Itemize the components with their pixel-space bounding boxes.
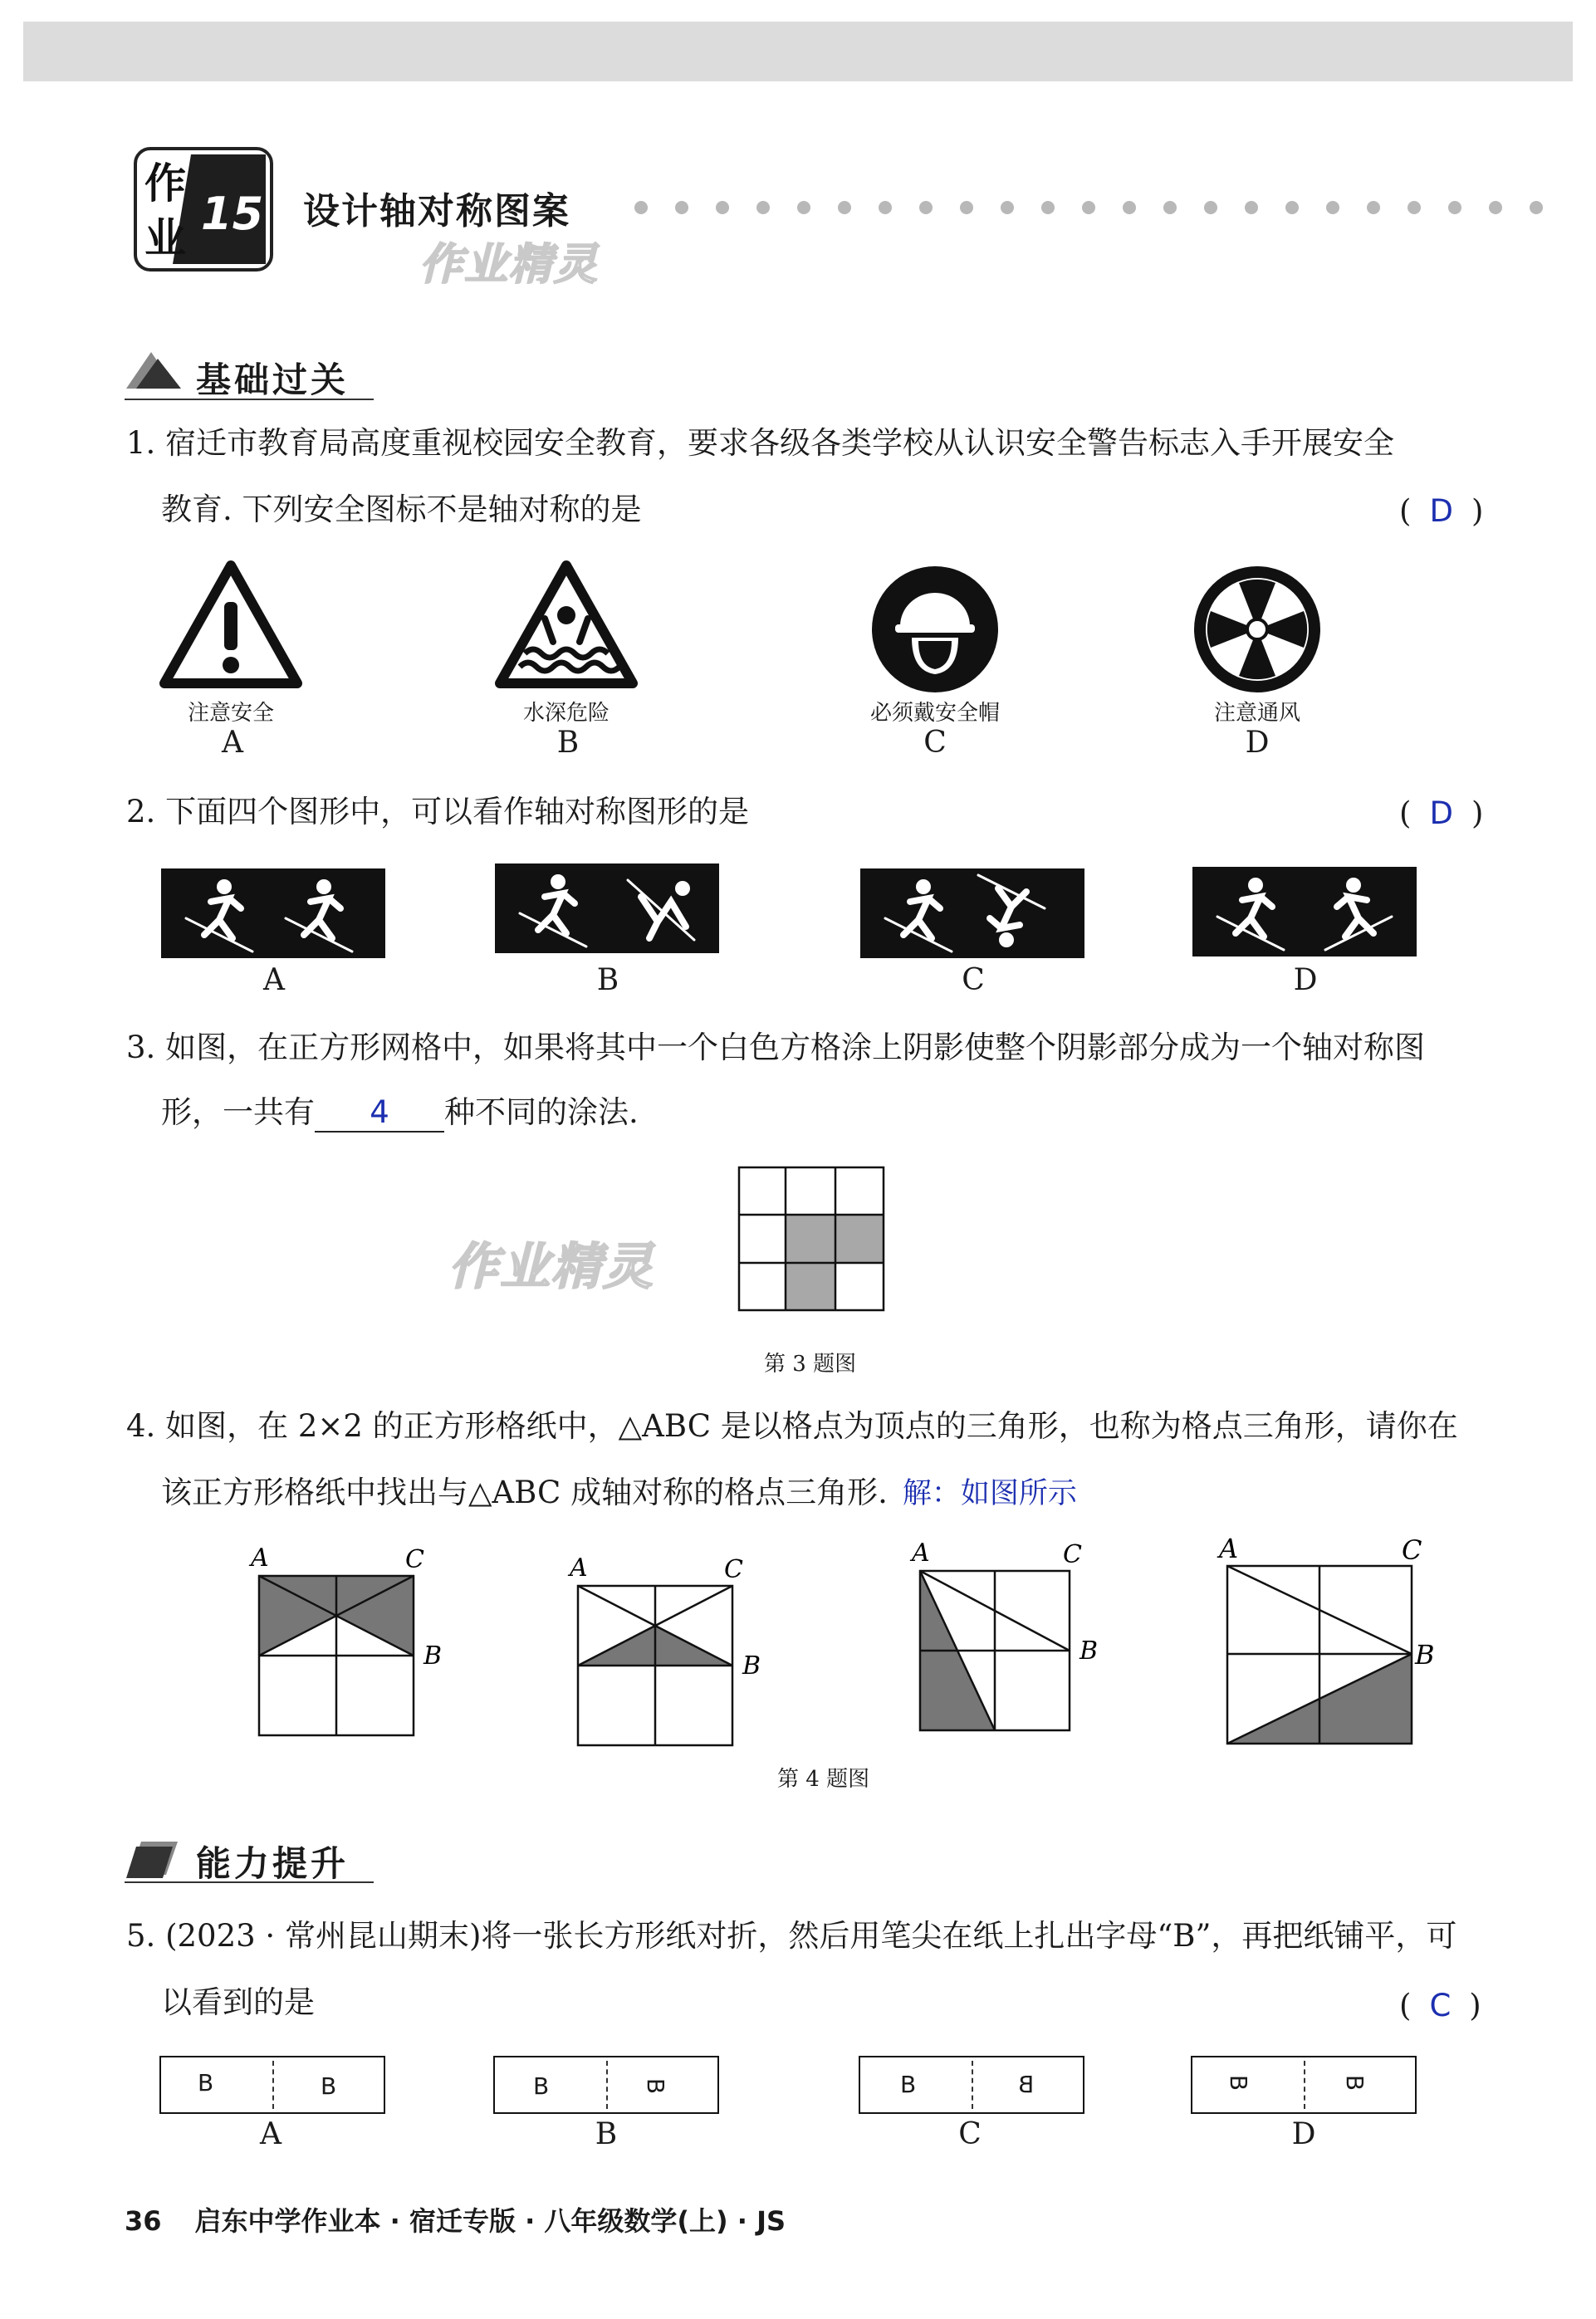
q3-line-2-post: 种不同的涂法.	[444, 1094, 639, 1130]
q4-figure-c	[905, 1533, 1104, 1742]
homework-badge	[133, 146, 274, 272]
q4-figure-b	[566, 1544, 766, 1754]
leader-dot	[1204, 201, 1217, 214]
q4c-vertex-a: A	[912, 1539, 930, 1568]
leader-dot	[1367, 201, 1380, 214]
q4-line-1: 4. 如图，在 2×2 的正方形格纸中，△ABC 是以格点为顶点的三角形，也称为格点三角形，请你在	[126, 1408, 1458, 1444]
q5a-fold-line	[272, 2061, 274, 2109]
q2-figure-b	[495, 864, 719, 953]
q5b-letter-left: B	[533, 2072, 550, 2100]
leader-dot	[716, 201, 729, 214]
q5a-letter-right: B	[321, 2072, 337, 2100]
q5-label-b: B	[595, 2117, 618, 2151]
q4-figure-caption: 第 4 题图	[777, 1767, 870, 1792]
section-underline-basic	[125, 399, 374, 400]
q2-text: 2. 下面四个图形中，可以看作轴对称图形的是	[126, 794, 750, 829]
q2-label-a: A	[263, 963, 285, 997]
ventilation-fan-icon	[1192, 565, 1322, 694]
skier-rotated-icon	[495, 864, 719, 953]
watermark-mid: 作业精灵	[448, 1238, 654, 1296]
q5-label-d: D	[1291, 2117, 1316, 2151]
q4a-vertex-b: B	[423, 1641, 443, 1671]
watermark-header: 作业精灵	[419, 240, 600, 290]
section-title-advanced: 能力提升	[196, 1843, 350, 1884]
q1-caption-d: 注意通风	[1213, 701, 1300, 726]
mountain-section-icon	[125, 347, 183, 392]
q1-line-2: 教育. 下列安全图标不是轴对称的是	[161, 492, 642, 527]
leader-dot	[634, 201, 648, 214]
leader-dot	[1408, 201, 1421, 214]
q5c-fold-line	[972, 2061, 973, 2109]
q5c-letter-right-mirrored: B	[1018, 2071, 1035, 2098]
q1-label-d: D	[1245, 726, 1270, 760]
q5-label-a: A	[260, 2117, 282, 2151]
q4d-vertex-c: C	[1402, 1534, 1422, 1566]
q4-line-2-text: 该正方形格纸中找出与△ABC 成轴对称的格点三角形.	[161, 1475, 888, 1510]
leader-dot	[675, 201, 688, 214]
q5d-fold-line	[1304, 2061, 1305, 2109]
leader-dot	[1489, 201, 1502, 214]
homework-title: 设计轴对称图案	[303, 190, 570, 232]
leader-dot	[1245, 201, 1258, 214]
skier-mirrored-icon	[1192, 867, 1417, 956]
leader-dot	[1163, 201, 1177, 214]
leader-dot	[756, 201, 770, 214]
q2-label-b: B	[596, 963, 619, 997]
q2-answer: D	[1429, 795, 1453, 831]
leader-dot	[960, 201, 973, 214]
q1-label-c: C	[923, 726, 947, 760]
q4c-vertex-b: B	[1080, 1637, 1099, 1666]
footer-book-title: 启东中学作业本 · 宿迁专版 · 八年级数学(上) · JS	[194, 2205, 786, 2237]
q5-label-c: C	[958, 2117, 982, 2151]
page-number: 36	[125, 2205, 162, 2237]
leader-dot	[1123, 201, 1136, 214]
q3-answer-blank	[315, 1094, 444, 1133]
q3-line-2-pre: 形，一共有	[161, 1094, 315, 1130]
q4-figure-d	[1216, 1533, 1435, 1757]
q1-answer-paren: ( D )	[1399, 493, 1484, 529]
leader-dot	[1285, 201, 1299, 214]
q5-option-b	[493, 2056, 719, 2114]
q4d-vertex-b: B	[1415, 1639, 1435, 1671]
section-title-basic: 基础过关	[196, 360, 350, 400]
q5-option-a	[159, 2056, 385, 2114]
q1-label-a: A	[222, 726, 243, 760]
leader-dot	[797, 201, 810, 214]
skier-pair-icon	[161, 868, 385, 958]
badge-number: 15	[201, 188, 264, 240]
warning-triangle-exclamation-icon	[159, 560, 302, 690]
badge-char-2: 业	[144, 213, 186, 262]
q5-answer: C	[1429, 1988, 1452, 2023]
q5b-letter-right-rotated: B	[642, 2077, 670, 2095]
page-footer	[125, 2200, 786, 2238]
book-section-icon	[125, 1835, 183, 1880]
q1-answer: D	[1429, 493, 1453, 529]
q4-line-2	[161, 1475, 1077, 1511]
badge-char-1: 作	[144, 159, 186, 208]
q5-line-2: 以看到的是	[161, 1984, 315, 2020]
leader-dot	[1326, 201, 1339, 214]
section-underline-advanced	[125, 1881, 374, 1883]
q5b-fold-line	[606, 2061, 608, 2109]
q4b-vertex-a: A	[570, 1553, 588, 1583]
q2-figure-c	[860, 868, 1084, 958]
q3-grid-figure	[737, 1166, 887, 1312]
leader-dot	[919, 201, 933, 214]
q5a-letter-left: B	[198, 2069, 214, 2096]
q5-option-c	[859, 2056, 1084, 2114]
q5-answer-paren: ( C )	[1399, 1988, 1481, 2023]
q4d-vertex-a: A	[1219, 1533, 1239, 1564]
q4a-vertex-a: A	[251, 1544, 269, 1573]
q1-caption-b: 水深危险	[522, 701, 610, 726]
deep-water-triangle-icon	[495, 560, 638, 690]
leader-dot	[1530, 201, 1543, 214]
q2-label-d: D	[1293, 963, 1318, 997]
leader-dot	[1041, 201, 1055, 214]
q3-answer: 4	[370, 1094, 389, 1130]
q4-answer: 解：如图所示	[902, 1477, 1077, 1510]
leader-dot	[838, 201, 851, 214]
q5d-letter-left-rotated: B	[1225, 2074, 1253, 2092]
q3-line-2	[161, 1094, 639, 1133]
leader-dot	[879, 201, 892, 214]
leader-dot	[1001, 201, 1014, 214]
q3-line-1: 3. 如图，在正方形网格中，如果将其中一个白色方格涂上阴影使整个阴影部分成为一个轴对称图	[126, 1030, 1426, 1065]
q2-figure-a	[161, 868, 385, 958]
q4b-vertex-c: C	[724, 1555, 743, 1584]
leader-dot	[1082, 201, 1095, 214]
q4b-vertex-b: B	[742, 1651, 761, 1681]
q2-answer-paren: ( D )	[1399, 795, 1484, 831]
q1-line-1: 1. 宿迁市教育局高度重视校园安全教育，要求各级各类学校从认识安全警告标志入手开展安全	[126, 425, 1395, 461]
q5-option-d	[1191, 2056, 1417, 2114]
q4a-vertex-c: C	[405, 1545, 424, 1574]
q1-label-b: B	[556, 726, 580, 760]
scan-top-bar	[23, 22, 1573, 81]
q4c-vertex-c: C	[1063, 1540, 1082, 1569]
q2-label-c: C	[962, 963, 985, 997]
helmet-circle-icon	[870, 565, 1000, 694]
q5d-letter-right-rotated: B	[1341, 2074, 1369, 2092]
leader-dot	[1448, 201, 1461, 214]
q1-caption-a: 注意安全	[187, 701, 274, 726]
q5c-letter-left: B	[900, 2071, 917, 2098]
q4-figure-a	[247, 1538, 447, 1747]
q2-figure-d	[1192, 867, 1417, 956]
skier-flipped-icon	[860, 868, 1084, 958]
q5-line-1: 5. (2023 · 常州昆山期末)将一张长方形纸对折，然后用笔尖在纸上扎出字母“B”，再把纸铺平，可	[126, 1918, 1457, 1954]
q3-figure-caption: 第 3 题图	[764, 1352, 857, 1377]
q1-caption-c: 必须戴安全帽	[869, 701, 1000, 726]
title-dot-leader	[633, 198, 1563, 218]
